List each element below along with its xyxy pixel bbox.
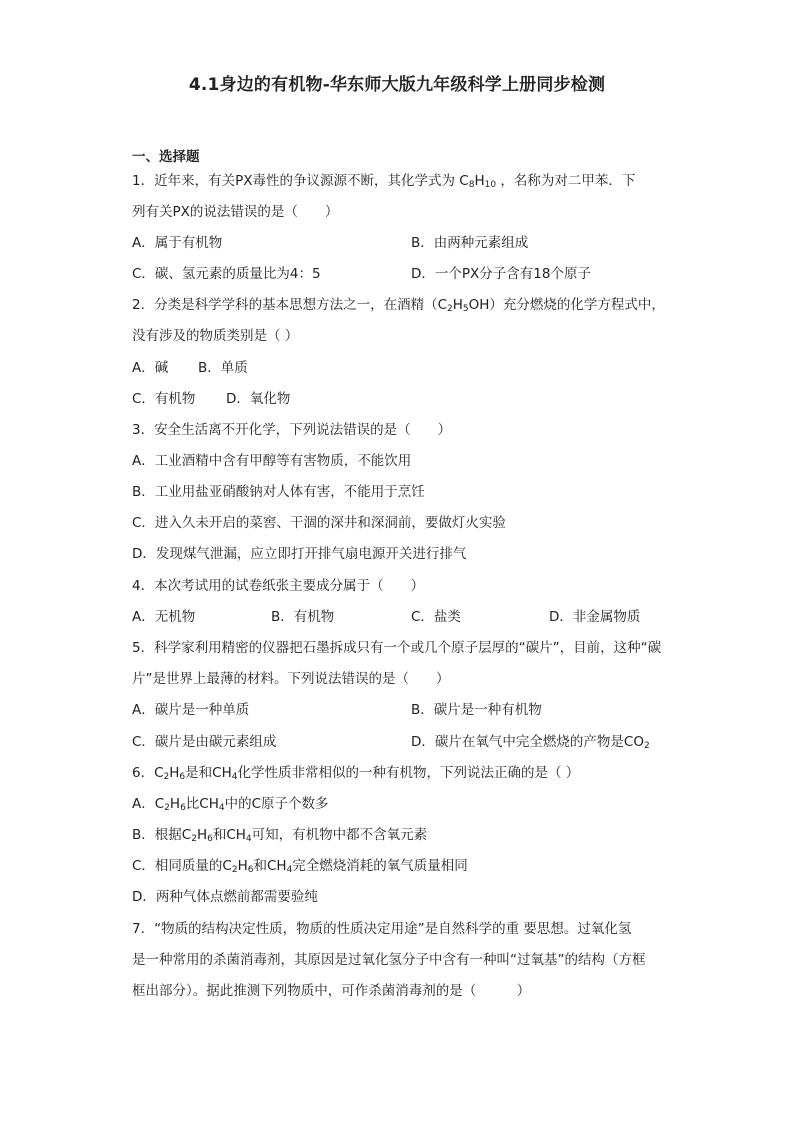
question-4-option-a: A．无机物 <box>132 609 196 625</box>
question-6-option-a: A．$C_2H_6$比$CH_4$中的C原子个数多 <box>132 796 329 813</box>
question-5-option-b: B．碳片是一种有机物 <box>411 702 542 718</box>
question-2-option-c: C．有机物 <box>132 391 196 407</box>
question-1-option-b: B．由两种元素组成 <box>411 235 529 251</box>
question-1-option-a: A．属于有机物 <box>132 235 223 251</box>
question-4-option-b: B．有机物 <box>271 609 335 625</box>
question-3-option-a: A．工业酒精中含有甲醇等有害物质，不能饮用 <box>132 453 412 469</box>
question-3-option-c: C．进入久未开启的菜窖、干涸的深井和深洞前，要做灯火实验 <box>132 515 506 531</box>
question-4-stem: 4．本次考试用的试卷纸张主要成分属于（ ） <box>132 578 425 594</box>
question-3-stem: 3．安全生活离不开化学，下列说法错误的是（ ） <box>132 422 452 438</box>
question-2-option-a: A．碱 <box>132 360 169 376</box>
question-6-option-b: B．根据$C_2H_6$和$CH_4$可知，有机物中都不含氧元素 <box>132 827 428 844</box>
question-1-option-c: C．碳、氢元素的质量比为4：5 <box>132 266 321 282</box>
question-4-option-c: C．盐类 <box>411 609 461 625</box>
question-2-option-d: D．氧化物 <box>226 391 291 407</box>
question-3-option-d: D．发现煤气泄漏，应立即打开排气扇电源开关进行排气 <box>132 546 467 562</box>
question-5-option-d: D．碳片在氧气中完全燃烧的产物是$CO_2$ <box>411 734 650 751</box>
question-4-option-d: D．非金属物质 <box>549 609 641 625</box>
question-5-stem-line-2: 片”是世界上最薄的材料。下列说法错误的是（ ） <box>132 671 450 687</box>
question-2-stem-line-1: 2．分类是科学学科的基本思想方法之一，在酒精$(C_2H_5OH)$充分燃烧的化学方程式中， <box>132 297 665 314</box>
question-6-option-c: C．相同质量的$C_2H_6$和$CH_4$完全燃烧消耗的氧气质量相同 <box>132 858 468 875</box>
section-heading: 一、选择题 <box>132 149 200 165</box>
question-3-option-b: B．工业用盐亚硝酸钠对人体有害，不能用于烹饪 <box>132 484 425 500</box>
question-5-stem-line-1: 5．科学家利用精密的仪器把石墨拆成只有一个或几个原子层厚的“碳片”，目前，这种“碳 <box>132 640 662 656</box>
question-1-stem-line-2: 列有关PX的说法错误的是（ ） <box>132 204 339 220</box>
question-2-option-b: B．单质 <box>198 360 248 376</box>
question-2-stem-line-2: 没有涉及的物质类别是（ ） <box>132 328 299 344</box>
question-1-stem-line-1: 1．近年来，有关PX毒性的争议源源不断，其化学式为 $C_8H_{10}$ ，名称为对二甲苯．下 <box>132 173 636 190</box>
page-title: 4.1身边的有机物-华东师大版九年级科学上册同步检测 <box>188 75 606 95</box>
question-7-stem-line-3: 框出部分）。据此推测下列物质中，可作杀菌消毒剂的是（ ） <box>132 983 531 999</box>
question-5-option-a: A．碳片是一种单质 <box>132 702 250 718</box>
question-5-option-c: C．碳片是由碳元素组成 <box>132 734 277 750</box>
question-6-option-d: D．两种气体点燃前都需要验纯 <box>132 889 318 905</box>
question-1-option-d: D．一个PX分子含有18个原子 <box>411 266 591 282</box>
question-7-stem-line-1: 7．“物质的结构决定性质，物质的性质决定用途”是自然科学的重 要思想。过氧化氢 <box>132 921 632 937</box>
question-6-stem: 6．$C_2H_6$是和$CH_4$化学性质非常相似的一种有机物，下列说法正确的是（ ） <box>132 765 580 782</box>
question-7-stem-line-2: 是一种常用的杀菌消毒剂，其原因是过氧化氢分子中含有一种叫“过氧基”的结构（方框 <box>132 952 646 968</box>
